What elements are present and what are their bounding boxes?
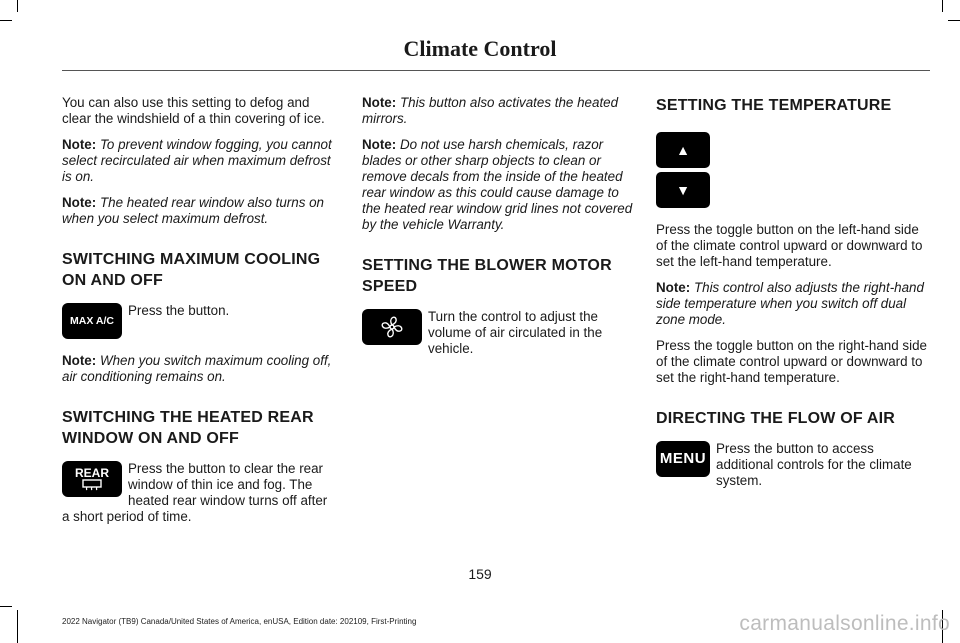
section-heading: SWITCHING THE HEATED REAR WINDOW ON AND OFF bbox=[62, 409, 314, 447]
max-ac-instruction bbox=[62, 303, 338, 341]
rear-defrost-label: REAR bbox=[74, 466, 109, 480]
section-heading: SETTING THE TEMPERATURE bbox=[656, 97, 892, 114]
crop-mark bbox=[948, 20, 960, 21]
fan-icon bbox=[362, 309, 422, 345]
fan-shape-icon bbox=[379, 314, 405, 340]
crop-mark bbox=[0, 606, 12, 607]
note-label: Note: bbox=[656, 280, 691, 295]
note bbox=[656, 280, 932, 328]
paragraph: Press the toggle button on the left-hand side of the climate control upward or downward to set the left-hand temperature. bbox=[656, 222, 923, 269]
note-text: This control also adjusts the right-hand side temperature when you switch off dual zone mode. bbox=[656, 280, 924, 327]
instruction-text: Press the button to clear the rear window of thin ice and fog. The heated rear window turns off after bbox=[128, 461, 328, 508]
footer-edition: 2022 Navigator (TB9) Canada/United States of America, enUSA, Edition date: 202109, First-Printing bbox=[62, 617, 417, 626]
blower-instruction bbox=[362, 309, 638, 357]
rear-defrost-instruction bbox=[62, 461, 338, 509]
menu-icon: MENU bbox=[656, 441, 710, 477]
page-number: 159 bbox=[468, 566, 492, 582]
note-label: Note: bbox=[362, 95, 397, 110]
paragraph: Press the toggle button on the right-hand side of the climate control upward or downward to set the right-hand temperature. bbox=[656, 338, 927, 385]
arrow-down-icon: ▼ bbox=[656, 172, 710, 208]
note-label: Note: bbox=[62, 353, 97, 368]
instruction-text: Turn the control to adjust the volume of air circulated in the vehicle. bbox=[428, 309, 603, 356]
section-heading: DIRECTING THE FLOW OF AIR bbox=[656, 410, 896, 427]
note-text: This button also activates the heated mirrors. bbox=[362, 95, 619, 126]
note-text: The heated rear window also turns on when you select maximum defrost. bbox=[62, 195, 325, 226]
note bbox=[62, 195, 338, 227]
note-text: Do not use harsh chemicals, razor blades or other sharp objects to clean or remove decals from the inside of the heated rear window as this could cause damage to the heated rear window grid lines not covered by the vehicle Warranty. bbox=[362, 137, 633, 232]
instruction-text: Press the button to access additional controls for the climate system. bbox=[716, 441, 912, 488]
section-heading: SETTING THE BLOWER MOTOR SPEED bbox=[362, 257, 612, 295]
note bbox=[62, 137, 338, 185]
page-title: Climate Control bbox=[403, 36, 557, 61]
note-label: Note: bbox=[62, 195, 97, 210]
note bbox=[362, 137, 638, 233]
note-text: To prevent window fogging, you cannot select recirculated air when maximum defrost is on. bbox=[62, 137, 332, 184]
note-label: Note: bbox=[362, 137, 397, 152]
section-heading: SWITCHING MAXIMUM COOLING ON AND OFF bbox=[62, 251, 321, 289]
defrost-lines-icon bbox=[81, 479, 103, 491]
watermark: carmanualsonline.info bbox=[739, 612, 950, 635]
header-rule bbox=[62, 70, 930, 71]
note bbox=[62, 353, 338, 385]
arrow-up-icon: ▲ bbox=[656, 132, 710, 168]
rear-defrost-icon bbox=[62, 461, 122, 497]
instruction-text-continued: a short period of time. bbox=[62, 509, 192, 524]
temperature-toggle bbox=[656, 132, 932, 232]
column-2 bbox=[362, 95, 638, 365]
column-1 bbox=[62, 95, 338, 525]
air-flow-instruction bbox=[656, 441, 932, 489]
note-text: When you switch maximum cooling off, air conditioning remains on. bbox=[62, 353, 332, 384]
crop-mark bbox=[942, 0, 943, 12]
crop-mark bbox=[17, 0, 18, 12]
max-ac-icon: MAX A/C bbox=[62, 303, 122, 339]
note bbox=[362, 95, 638, 127]
intro-paragraph: You can also use this setting to defog and clear the windshield of a thin covering of ice. bbox=[62, 95, 325, 126]
crop-mark bbox=[17, 610, 18, 643]
instruction-text: Press the button. bbox=[128, 303, 230, 318]
column-3 bbox=[656, 95, 932, 497]
crop-mark bbox=[0, 20, 12, 21]
note-label: Note: bbox=[62, 137, 97, 152]
